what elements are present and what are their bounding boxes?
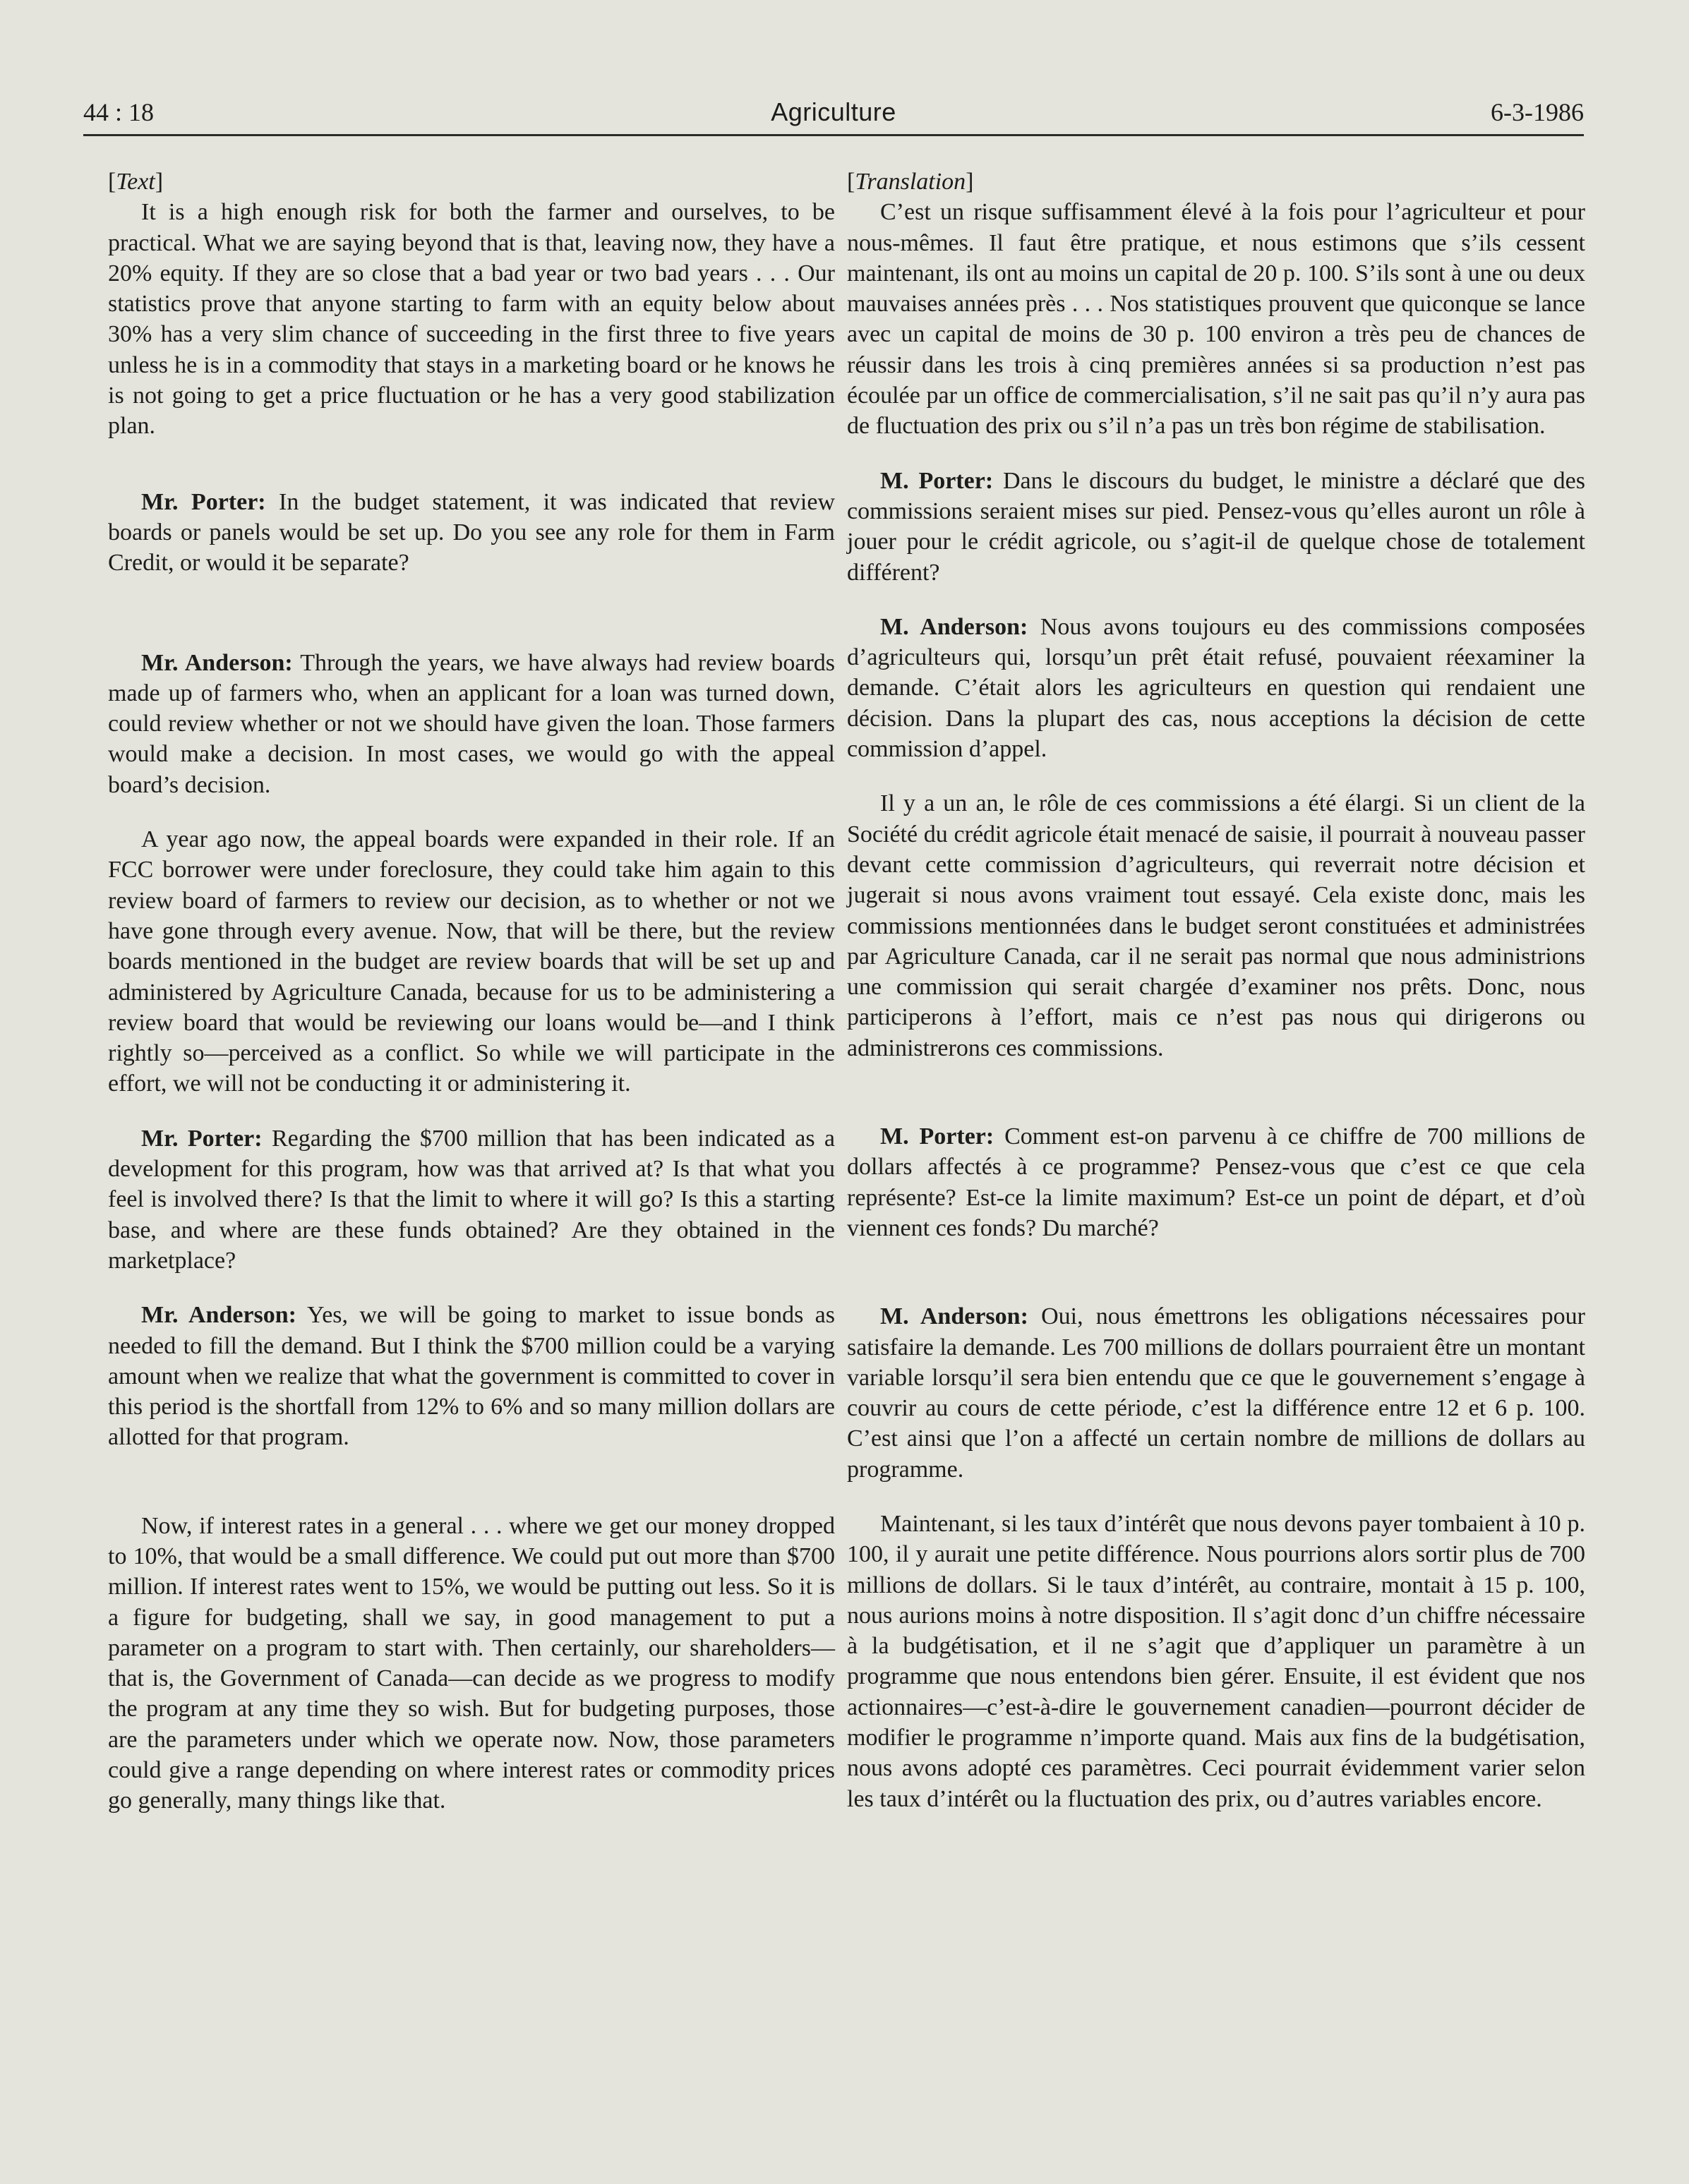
speaker-paragraph: M. Porter: Comment est-on parvenu à ce chiffre de 700 millions de dollars affectés à ce programme? Pensez-vous que c’est ce que cela représente? Est-ce la limite maximum? Est-ce un point de départ, et d’où viennent ces fonds? Du marché?: [847, 1123, 1585, 1241]
speaker-paragraph: Mr. Anderson: Yes, we will be going to market to issue bonds as needed to fill the demand. But I think the $700 million could be a varying amount when we realize that what the government is committed to cover in this period is the shortfall from 12% to 6% and so many million dollars are allotted for that program.: [108, 1302, 835, 1451]
speaker-paragraph: M. Porter: Dans le discours du budget, le ministre a déclaré que des commissions seraient mises sur pied. Pensez-vous qu’elles auront un rôle à jouer pour le crédit agricole, ou s’agit-il de quelque chose de totalement différent?: [847, 467, 1585, 586]
page-header: [83, 93, 1584, 136]
section-tag-translation: [Translation]: [847, 169, 974, 195]
paragraph: Maintenant, si les taux d’intérêt que nous devons payer tombaient à 10 p. 100, il y aurait une petite différence. Nous pourrions alors sortir plus de 700 millions de dollars. Si le taux d’intérêt, au contraire, montait à 15 p. 100, nous aurions moins à notre disposition. Il s’agit donc d’un chiffre nécessaire à la budgétisation, et il ne s’agit que d’appliquer un paramètre à un programme que nous entendons bien gérer. Ensuite, il est évident que nos actionnaires—c’est-à-dire le gouvernement canadien—pourront décider de modifier le programme n’importe quand. Mais aux fins de la budgétisation, nous avons adopté ces paramètres. Ceci pourrait évidemment varier selon les taux d’intérêt ou la fluctuation des prix, ou d’autres variables encore.: [847, 1510, 1585, 1812]
paragraph: C’est un risque suffisamment élevé à la fois pour l’agriculteur et pour nous-mêmes. Il faut être pratique, et nous estimons que s’ils cessent maintenant, ils ont au moins un capital de 20 p. 100. S’ils sont à une ou deux mauvaises années près . . . Nos statistiques prouvent que quiconque se lance avec un capital de moins de 30 p. 100 environ a très peu de chances de réussir dans les trois à cinq premières années si sa production n’est pas écoulée par un office de commercialisation, s’il ne sait pas qu’il n’y aura pas de fluctuation des prix ou s’il n’a pas un très bon régime de stabilisation.: [847, 199, 1585, 440]
french-column: [847, 167, 1585, 1838]
paragraph: Now, if interest rates in a general . . . where we get our money dropped to 10%, that would be a small difference. We could put out more than $700 million. If interest rates went to 15%, we would be putting out less. So it is a figure for budgeting, shall we say, in good management to put a parameter on a program to start with. Then certainly, our shareholders—that is, the Government of Canada—can decide as we progress to modify the program at any time they so wish. But for budgeting purposes, those are the parameters under which we operate now. Now, those parameters could give a range depending on where interest rates or commodity prices go generally, many things like that.: [108, 1512, 835, 1814]
speaker-paragraph: M. Anderson: Nous avons toujours eu des commissions composées d’agriculteurs qui, lorsqu’un prêt était refusé, pouvaient réexaminer la demande. C’était alors les agriculteurs en question qui rendaient une décision. Dans la plupart des cas, nous acceptions la décision de cette commission d’appel.: [847, 613, 1586, 763]
speaker-name: Mr. Porter:: [141, 488, 266, 515]
sitting-date: 6-3-1986: [1491, 98, 1584, 126]
speaker-name: M. Porter:: [880, 467, 994, 494]
paragraph: Il y a un an, le rôle de ces commissions a été élargi. Si un client de la Société du crédit agricole était menacé de saisie, il pourrait à nouveau passer devant cette commission d’agriculteurs, qui reverrait notre décision et jugerait si nous avons vraiment tout essayé. Cela existe donc, mais les commissions mentionnées dans le budget seront constituées et administrées par Agriculture Canada, car il ne serait pas normal que nous administrions une commission qui serait chargée d’examiner nos prêts. Donc, nous participerons à l’effort, mais ce n’est pas nous qui dirigerons ou administrerons ces commissions.: [847, 790, 1585, 1061]
speaker-name: M. Porter:: [880, 1123, 994, 1150]
english-column: [108, 167, 835, 1840]
speaker-name: Mr. Anderson:: [141, 649, 293, 676]
speaker-name: M. Anderson:: [880, 613, 1028, 640]
paragraph: It is a high enough risk for both the farmer and ourselves, to be practical. What we are saying beyond that is that, leaving now, they have a 20% equity. If they are so close that a bad year or two bad years . . . Our statistics prove that anyone starting to farm with an equity below about 30% has a very slim chance of succeeding in the first three to five years unless he is in a commodity that stays in a marketing board or he knows he is not going to get a price fluctuation or he has a very good stabilization plan.: [108, 199, 835, 440]
speaker-name: M. Anderson:: [880, 1303, 1028, 1330]
speaker-name: Mr. Anderson:: [141, 1302, 297, 1329]
speaker-paragraph: M. Anderson: Oui, nous émettrons les obligations nécessaires pour satisfaire la demande. Les 700 millions de dollars pourraient être un montant variable lorsqu’il sera bien entendu que ce que le gouvernement s’engage à couvrir au cours de cette période, c’est la différence entre 12 et 6 p. 100. C’est ainsi que l’on a affecté un certain nombre de millions de dollars au programme.: [847, 1303, 1586, 1483]
paragraph: A year ago now, the appeal boards were expanded in their role. If an FCC borrower were under foreclosure, they could take him again to this review board of farmers to review our decision, as to whether or not we have gone through every avenue. Now, that will be there, but the review boards mentioned in the budget are review boards that will be set up and administered by Agriculture Canada, because for us to be administering a review board that would be reviewing our loans would be—and I think rightly so—perceived as a conflict. So while we will participate in the effort, we will not be conducting it or administering it.: [108, 826, 835, 1097]
speaker-name: Mr. Porter:: [141, 1125, 263, 1152]
speaker-paragraph: Mr. Porter: In the budget statement, it was indicated that review boards or panels would be set up. Do you see any role for them in Farm Credit, or would it be separate?: [108, 488, 835, 577]
running-title: Agriculture: [771, 97, 896, 126]
section-tag-text: [Text]: [108, 169, 164, 195]
speaker-paragraph: Mr. Porter: Regarding the $700 million that has been indicated as a development for this program, how was that arrived at? Is that what you feel is involved there? Is that the limit to where it will go? Is this a starting base, and where are these funds obtained? Are they obtained in the marketplace?: [108, 1125, 835, 1274]
speaker-paragraph: Mr. Anderson: Through the years, we have always had review boards made up of farmers who, when an applicant for a loan was turned down, could review whether or not we should have given the loan. Those farmers would make a decision. In most cases, we would go with the appeal board’s decision.: [108, 649, 835, 798]
page-number: 44 : 18: [83, 98, 155, 126]
